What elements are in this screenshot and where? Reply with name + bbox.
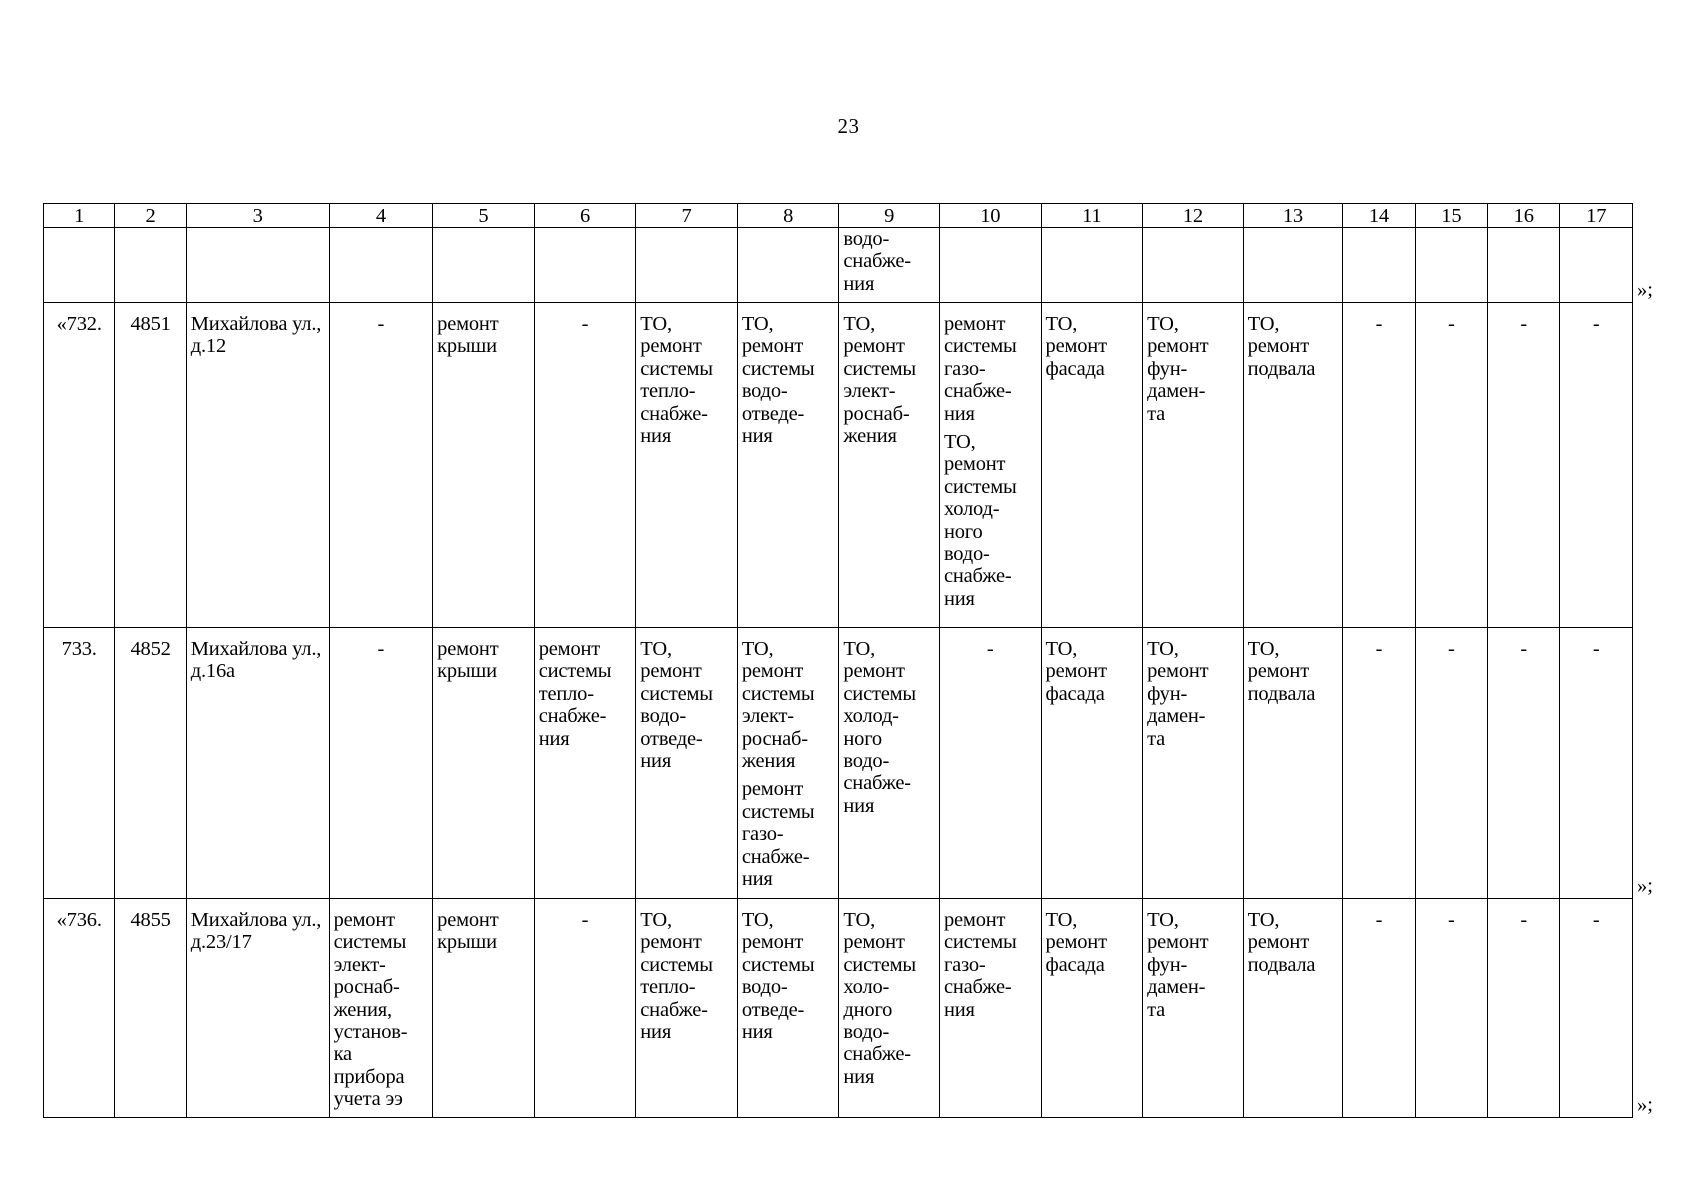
work-cell-col-10 [939, 628, 1041, 899]
cell-text-line: ремонт [333, 909, 395, 931]
cell-text-line: та [1147, 402, 1166, 425]
cell-text-line: д.12 [190, 335, 227, 358]
address-cell [186, 303, 329, 628]
cell-paragraph [944, 909, 1037, 1021]
column-number-2: 2 [115, 204, 186, 228]
cell-text-line: отведе- [741, 402, 805, 425]
work-cell-col-4 [329, 303, 433, 628]
cell-text-line: ТО, [1147, 313, 1179, 335]
work-cell-col-17: - [1560, 628, 1633, 899]
cell-text-line: ремонт [437, 313, 499, 335]
cell-text-line: жения, [333, 998, 392, 1021]
work-cell-col-11 [1041, 303, 1143, 628]
cell-text-line: водо- [943, 543, 990, 566]
work-cell-col-15: - [1415, 303, 1487, 628]
cell-text-line: ния [741, 1021, 773, 1044]
column-number-11: 11 [1041, 204, 1143, 228]
continuation-cell-10 [939, 228, 1041, 303]
work-cell-col-7 [636, 628, 738, 899]
work-cell-col-17: - [1560, 899, 1633, 1118]
work-cell-col-14: - [1343, 628, 1415, 899]
work-cell-col-16: - [1488, 628, 1560, 899]
cell-text-line: ния [741, 425, 773, 448]
cell-text-line: холод- [943, 498, 1000, 521]
cell-text-line: ремонт [1147, 931, 1209, 954]
cell-text-line: снабже- [943, 565, 1012, 588]
work-cell-col-11 [1041, 628, 1143, 899]
work-cell-col-11 [1041, 899, 1143, 1118]
cell-text-line: ремонт [640, 335, 702, 358]
work-cell-col-15: - [1415, 899, 1487, 1118]
cell-text-line: ТО, [741, 909, 774, 931]
work-cell-col-13 [1243, 303, 1343, 628]
cell-paragraph [843, 909, 935, 1088]
cell-paragraph [843, 638, 935, 817]
cell-paragraph [1046, 638, 1139, 705]
cell-text-line: фун- [1147, 357, 1188, 380]
cell-text-line: водо- [741, 380, 788, 403]
continuation-cell-7 [636, 228, 738, 303]
cell-paragraph [437, 909, 530, 954]
continuation-cell-2 [115, 228, 186, 303]
cell-text-line: фасада [1045, 357, 1105, 380]
cell-text-line: крыши [437, 335, 497, 358]
cell-text-line: ремонт [1045, 335, 1107, 358]
continuation-cell-8 [737, 228, 839, 303]
cell-text-line: снабже- [843, 250, 911, 273]
cell-text-line: прибора [333, 1065, 405, 1088]
work-cell-col-6 [534, 899, 636, 1118]
cell-paragraph [640, 638, 733, 772]
work-cell-col-16: - [1488, 303, 1560, 628]
cell-text-line: ремонт [1247, 931, 1309, 954]
cell-paragraph [1248, 313, 1339, 380]
work-cell-col-5 [433, 899, 535, 1118]
cell-text-line: ТО, [1247, 313, 1280, 335]
cell-text-line: ТО, [1045, 313, 1078, 335]
cell-text-line: системы [843, 682, 916, 705]
cell-text-line: системы [333, 931, 407, 954]
column-number-8: 8 [737, 204, 839, 228]
column-number-10: 10 [939, 204, 1041, 228]
work-cell-col-5 [433, 628, 535, 899]
cell-paragraph [1046, 909, 1139, 976]
row-end-mark: »; [1637, 874, 1653, 897]
work-cell-col-8 [737, 628, 839, 899]
table-row [44, 899, 1633, 1118]
cell-text-line: ния [943, 587, 975, 610]
cell-paragraph [437, 313, 530, 358]
cell-text-line: системы [640, 357, 713, 380]
cell-paragraph [640, 313, 733, 447]
continuation-cell-5 [433, 228, 535, 303]
work-cell-col-14: - [1343, 899, 1415, 1118]
cell-text-line: системы [843, 357, 916, 380]
work-cell-col-9 [839, 899, 940, 1118]
column-number-16: 16 [1488, 204, 1560, 228]
cell-text-line: газо- [943, 357, 986, 380]
cell-paragraph [334, 313, 429, 335]
work-cell-col-7 [636, 303, 738, 628]
continuation-cell-17 [1560, 228, 1633, 303]
cell-text-line: роснаб- [333, 976, 400, 999]
cell-text-line: фасада [1045, 953, 1105, 976]
cell-text-line: ТО, [741, 638, 774, 660]
column-number-5: 5 [433, 204, 535, 228]
work-cell-col-10 [939, 899, 1041, 1118]
cell-text-line: ремонт [1045, 931, 1107, 954]
work-cell-col-9 [839, 628, 940, 899]
cell-text-line: ТО, [640, 313, 672, 335]
cell-text-line: ТО, [843, 313, 875, 335]
work-cell-col-17: - [1560, 303, 1633, 628]
cell-text-line: холо- [843, 976, 890, 999]
cell-text-line: тепло- [640, 976, 696, 999]
cell-text-line: ремонт [741, 931, 804, 954]
cell-paragraph [1248, 909, 1339, 976]
cell-paragraph [944, 313, 1037, 425]
cell-text-line: подвала [1247, 682, 1316, 705]
cell-text-line: учета ээ [333, 1088, 403, 1111]
cell-text-line: ремонт [1147, 335, 1209, 358]
column-number-9: 9 [839, 204, 940, 228]
cell-text-line: снабже- [943, 380, 1012, 403]
continuation-cell-16 [1488, 228, 1560, 303]
cell-paragraph [742, 638, 835, 772]
cell-text-line: системы [741, 800, 815, 823]
cell-paragraph [1046, 313, 1139, 380]
cell-text-line: системы [538, 660, 612, 683]
cell-text-line: системы [640, 953, 713, 976]
cell-text-line: элект- [333, 953, 386, 976]
row-end-mark: »; [1637, 1093, 1653, 1116]
cell-text-line: крыши [437, 931, 497, 954]
cell-text-line: - [377, 638, 385, 660]
cell-text-line: ТО, [640, 909, 672, 931]
cell-text-line: крыши [437, 660, 497, 683]
column-number-row [44, 204, 1633, 228]
cell-text-line: ТО, [640, 638, 672, 660]
cell-paragraph [539, 638, 632, 750]
page-number: 23 [837, 114, 860, 138]
cell-text-line: д.16а [190, 660, 235, 683]
cell-text-line: ремонт [437, 909, 499, 931]
work-cell-col-8 [737, 899, 839, 1118]
cell-text-line: ТО, [1045, 638, 1078, 660]
cell-text-line: ния [640, 425, 672, 448]
cell-text-line: подвала [1247, 357, 1316, 380]
cell-text-line: системы [943, 335, 1017, 358]
cell-text-line: отведе- [640, 727, 703, 750]
work-cell-col-4 [329, 899, 433, 1118]
cell-text-line: фун- [1147, 682, 1188, 705]
work-cell-col-5 [433, 303, 535, 628]
cell-paragraph [944, 431, 1037, 610]
cell-text-line: ремонт [1247, 335, 1309, 358]
cell-text-line: ния [640, 1021, 672, 1044]
cell-text-line: ремонт [943, 313, 1006, 335]
column-number-6: 6 [534, 204, 636, 228]
work-cell-col-9 [839, 303, 940, 628]
row-number-cell: «732. [44, 303, 115, 628]
column-number-12: 12 [1143, 204, 1244, 228]
cell-text-line: снабже- [538, 705, 607, 728]
cell-text-line: ТО, [943, 431, 976, 454]
cell-text-line: ния [843, 272, 875, 295]
table-row [44, 628, 1633, 899]
cell-text-line: д.23/17 [190, 931, 252, 954]
cell-text-line: системы [741, 682, 815, 705]
cell-text-line: снабже- [843, 772, 911, 795]
continuation-cell-12 [1143, 228, 1244, 303]
work-cell-col-15: - [1415, 628, 1487, 899]
work-cell-col-8 [737, 303, 839, 628]
cell-text-line: - [986, 638, 994, 660]
cell-text-line: снабже- [640, 402, 708, 425]
building-code-cell: 4851 [115, 303, 186, 628]
work-cell-col-7 [636, 899, 738, 1118]
cell-text-line: Михайлова ул., [190, 313, 322, 335]
cell-text-line: дамен- [1147, 976, 1206, 999]
cell-text-line: ТО, [843, 909, 875, 931]
work-cell-col-12 [1143, 899, 1244, 1118]
cell-text-line: ТО, [1247, 909, 1280, 931]
cell-text-line: ремонт [1247, 660, 1309, 683]
work-cell-col-14: - [1343, 303, 1415, 628]
cell-text-line: тепло- [538, 682, 594, 705]
cell-text-line: водо- [640, 705, 686, 728]
cell-text-line: ремонт [640, 660, 702, 683]
cell-text-line: отведе- [741, 998, 805, 1021]
continuation-row [44, 228, 1633, 303]
cell-text-line: снабже- [640, 998, 708, 1021]
cell-text-line: системы [843, 953, 916, 976]
cell-text-line: жения [843, 425, 897, 448]
cell-paragraph [742, 313, 835, 447]
cell-text-line: ремонт [741, 335, 804, 358]
cell-text-line: ТО, [1045, 909, 1078, 931]
continuation-cell-15 [1415, 228, 1487, 303]
cell-text-line: системы [741, 357, 815, 380]
cell-text-line: системы [640, 682, 713, 705]
continuation-cell-6 [534, 228, 636, 303]
work-cell-col-12 [1143, 303, 1244, 628]
cell-text-line: установ- [333, 1021, 408, 1044]
continuation-cell-4 [329, 228, 433, 303]
cell-text-line: водо- [741, 976, 788, 999]
row-number-cell: 733. [44, 628, 115, 899]
continuation-cell-9 [839, 228, 940, 303]
cell-text-line: дамен- [1147, 705, 1206, 728]
cell-text-line: Михайлова ул., [190, 909, 322, 931]
cell-paragraph [742, 778, 835, 890]
table-row [44, 303, 1633, 628]
column-number-15: 15 [1415, 204, 1487, 228]
cell-text-line: ремонт [741, 778, 804, 801]
column-number-3: 3 [186, 204, 329, 228]
cell-text-line: ТО, [843, 638, 875, 660]
cell-text-line: - [377, 313, 385, 335]
cell-text-line: та [1147, 727, 1166, 750]
cell-text-line: ния [943, 402, 975, 425]
row-number-cell: «736. [44, 899, 115, 1118]
work-cell-col-6 [534, 628, 636, 899]
column-number-17: 17 [1560, 204, 1633, 228]
address-cell [186, 628, 329, 899]
work-cell-col-6 [534, 303, 636, 628]
cell-text-line: ремонт [943, 909, 1006, 931]
work-cell-col-13 [1243, 628, 1343, 899]
cell-text-line: системы [741, 953, 815, 976]
cell-text-line: ТО, [1247, 638, 1280, 660]
cell-text-line: ка [333, 1043, 352, 1066]
cell-text-line: ния [538, 727, 570, 750]
cell-text-line: ТО, [741, 313, 774, 335]
table-body [44, 204, 1633, 1118]
cell-text-line: ремонт [843, 931, 905, 954]
cell-text-line: ремонт [741, 660, 804, 683]
cell-text-line: газо- [943, 953, 986, 976]
address-cell [186, 899, 329, 1118]
cell-text-line: жения [741, 750, 796, 773]
cell-paragraph [1147, 638, 1239, 750]
cell-paragraph [640, 909, 733, 1043]
cell-text-line: фасада [1045, 682, 1105, 705]
cell-text-line: ния [843, 1065, 875, 1088]
cell-text-line: роснаб- [741, 727, 808, 750]
work-cell-col-16: - [1488, 899, 1560, 1118]
cell-paragraph [334, 909, 429, 1111]
cell-text-line: снабже- [943, 976, 1012, 999]
work-cell-col-10 [939, 303, 1041, 628]
continuation-cell-13 [1243, 228, 1343, 303]
cell-text-line: роснаб- [843, 402, 910, 425]
work-cell-col-12 [1143, 628, 1244, 899]
cell-paragraph [1147, 313, 1239, 425]
cell-paragraph [334, 638, 429, 660]
repair-schedule-table [43, 203, 1633, 1118]
column-number-13: 13 [1243, 204, 1343, 228]
cell-paragraph [1248, 638, 1339, 705]
cell-text-line: - [581, 313, 589, 335]
cell-paragraph [944, 638, 1037, 660]
continuation-cell-14 [1343, 228, 1415, 303]
cell-text-line: - [581, 909, 589, 931]
cell-text-line: ния [741, 868, 773, 891]
cell-text-line: ния [640, 750, 672, 773]
cell-paragraph [1147, 909, 1239, 1021]
cell-text-line: элект- [843, 380, 896, 403]
column-number-14: 14 [1343, 204, 1415, 228]
cell-text-line: ремонт [843, 660, 905, 683]
cell-paragraph [539, 313, 632, 335]
cell-text-line: элект- [741, 705, 794, 728]
continuation-cell-3 [186, 228, 329, 303]
building-code-cell: 4855 [115, 899, 186, 1118]
cell-paragraph [437, 638, 530, 683]
cell-text-line: снабже- [843, 1043, 911, 1066]
cell-text-line: ного [843, 727, 882, 750]
column-number-4: 4 [329, 204, 433, 228]
cell-text-line: ремонт [640, 931, 702, 954]
continuation-cell-11 [1041, 228, 1143, 303]
cell-text-line: дного [843, 998, 893, 1021]
cell-text-line: фун- [1147, 953, 1188, 976]
cell-text-line: тепло- [640, 380, 696, 403]
cell-text-line: ТО, [1147, 638, 1179, 660]
cell-text-line: ТО, [1147, 909, 1179, 931]
cell-text-line: водо- [843, 1021, 890, 1044]
cell-text-line: водо- [843, 750, 890, 773]
cell-text-line: ремонт [843, 335, 905, 358]
cell-text-line: снабже- [741, 845, 810, 868]
cell-text-line: газо- [741, 823, 784, 846]
work-cell-col-13 [1243, 899, 1343, 1118]
row-end-mark: »; [1637, 278, 1653, 301]
cell-text-line: ремонт [538, 638, 601, 660]
building-code-cell: 4852 [115, 628, 186, 899]
continuation-cell-1 [44, 228, 115, 303]
cell-text-line: холод- [843, 705, 899, 728]
cell-text-line: ремонт [437, 638, 499, 660]
cell-text-line: водо- [843, 228, 890, 250]
cell-text-line: подвала [1247, 953, 1316, 976]
cell-text-line: ного [943, 520, 983, 543]
cell-text-line: системы [943, 475, 1017, 498]
cell-text-line: ния [843, 794, 875, 817]
cell-paragraph [843, 313, 935, 447]
column-number-7: 7 [636, 204, 738, 228]
column-number-1: 1 [44, 204, 115, 228]
cell-text-line: дамен- [1147, 380, 1206, 403]
cell-text-line: системы [943, 931, 1017, 954]
cell-text-line: ремонт [1045, 660, 1107, 683]
work-cell-col-4 [329, 628, 433, 899]
cell-text-line: ремонт [1147, 660, 1209, 683]
cell-paragraph [539, 909, 632, 931]
cell-paragraph [742, 909, 835, 1043]
cell-text-line: Михайлова ул., [190, 638, 322, 660]
cell-text-line: ремонт [943, 453, 1006, 476]
cell-text-line: та [1147, 998, 1166, 1021]
cell-text-line: ния [943, 998, 975, 1021]
